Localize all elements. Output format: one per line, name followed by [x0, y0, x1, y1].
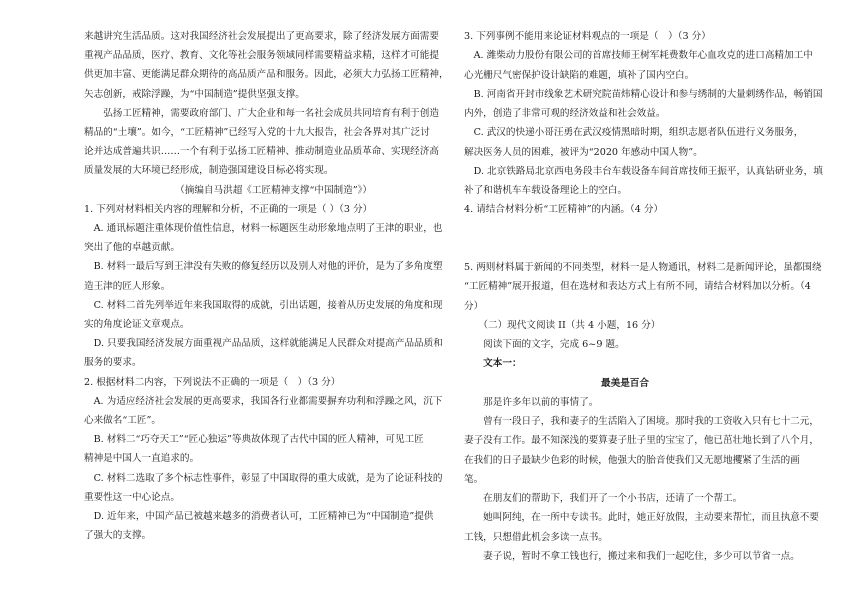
- text-line: 笔。: [464, 473, 484, 485]
- text-line: 来越讲究生活品质。这对我国经济社会发展提出了更高要求，除了经济发展方面需要: [84, 31, 439, 42]
- text-line: 解决医务人员的困难，被评为“2020 年感动中国人物”。: [464, 146, 703, 158]
- text-line: （摘编自马洪超《工匠精神支撑“中国制造”》）: [84, 184, 373, 196]
- text-line: 精神是中国人一直追求的。: [84, 453, 200, 465]
- text-line: 最美是百合: [601, 377, 649, 389]
- text-line: 内外，创造了非常可观的经济效益和社会效益。: [464, 108, 666, 119]
- text-line: A. 通讯标题注重体现价值性信息，材料一标题医生动形象地点明了王津的职业，也: [84, 223, 443, 234]
- text-line: 妻子说，暂时不拿工钱也行，搬过来和我们一起吃住，多少可以节省一点。: [464, 550, 800, 562]
- text-line: 实的角度论证文章观点。: [84, 319, 190, 330]
- text-line: 4. 请结合材料分析“工匠精神”的内涵。（4 分）: [464, 204, 664, 216]
- text-line: “工匠精神”展开报道，但在选材和表达方式上有所不同，请结合材料加以分析。（4: [464, 281, 811, 293]
- text-line: 工钱，只想借此机会多读一点书。: [464, 531, 608, 543]
- text-line: 在我们的日子最缺少色彩的时候，他强大的胎音使我们又无愿地攫紧了生活的画: [464, 454, 800, 466]
- text-line: 造王津的匠人形象。: [84, 280, 171, 292]
- text-line: 5. 两则材料属于新闻的不同类型，材料一是人物通讯，材料二是新闻评论，虽都围绕: [464, 262, 822, 273]
- text-line: 供更加丰富、更能满足群众期待的高品质产品和服务。因此，必须大力弘扬工匠精神，: [84, 69, 449, 81]
- text-line: 论并达成普遍共识……一个有利于弘扬工匠精神、推动制造业品质革命、实现经济高: [84, 146, 439, 158]
- text-line: C. 武汉的快递小哥汪勇在武汉疫情黑暗时期，组织志愿者队伍进行义务服务，: [464, 127, 804, 139]
- text-line: 那是许多年以前的事情了。: [464, 396, 599, 408]
- text-line: 1. 下列对材料相关内容的理解和分析，不正确的一项是（ ）（3 分）: [84, 203, 373, 215]
- text-line: 突出了他的卓越贡献。: [84, 242, 180, 254]
- text-line: 服务的要求。: [84, 357, 142, 369]
- text-line: 文本一：: [464, 358, 522, 370]
- text-line: B. 材料一最后写到王津没有失败的修复经历以及别人对他的评价，是为了多角度塑: [84, 261, 443, 273]
- text-line: 重视产品品质，医疗、教育、文化等社会服务领域同样需要精益求精，这样才可能提: [84, 50, 439, 62]
- text-line: 在朋友们的帮助下，我们开了一个小书店，还请了一个帮工。: [464, 493, 743, 504]
- text-line: 重要性这一中心论点。: [84, 491, 180, 503]
- text-line: 补了和谐机车车载设备理论上的空白。: [464, 185, 628, 196]
- text-line: A. 潍柴动力股份有限公司的首席技师王树军耗费数年心血攻克的进口高精加工中: [464, 50, 813, 62]
- text-line: 阅读下面的文字，完成 6~9 题。: [464, 339, 625, 350]
- text-line: C. 材料二选取了多个标志性事件，彰显了中国取得的重大成就，是为了论证科技的: [84, 472, 443, 484]
- text-line: 心光栅尺气密保护设计缺陷的难题，填补了国内空白。: [464, 69, 695, 81]
- text-line: D. 近年来，中国产品已被越来越多的消费者认可，工匠精神已为“中国制造”提供: [84, 511, 434, 522]
- text-line: （二）现代文阅读 II（共 4 小题，16 分）: [464, 319, 661, 331]
- text-line: 心来做名“工匠”。: [84, 415, 161, 426]
- text-line: C. 材料二首先列举近年来我国取得的成就，引出话题，接着从历史发展的角度和现: [84, 299, 443, 311]
- text-line: 妻子没有工作。最不知深浅的要算妻子肚子里的宝宝了，他已茁壮地长到了八个月，: [464, 435, 819, 447]
- text-line: 分）: [464, 300, 484, 312]
- text-line: 弘扬工匠精神，需要政府部门、广大企业和每一名社会成员共同培育有利于创造: [84, 107, 439, 119]
- text-line: A. 为适应经济社会发展的更高要求，我国各行业都需要摒弃功利和浮躁之风，沉下: [84, 395, 443, 407]
- text-line: D. 北京铁路局北京西电务段丰台车载设备车间首席技师王振平，认真钻研业务，填: [464, 165, 823, 177]
- text-line: 矢志创新，戒除浮躁，为“中国制造”提供坚强支撑。: [84, 88, 305, 100]
- text-line: 质量发展的大环境已经形成，制造强国建设目标必将实现。: [84, 165, 334, 177]
- text-line: D. 只要我国经济发展方面重视产品品质，这样就能满足人民群众对提高产品品质和: [84, 338, 443, 350]
- text-line: 曾有一段日子，我和妻子的生活陷入了困境。那时我的工资收入只有七十二元，: [464, 416, 819, 427]
- text-line: B. 材料二“巧夺天工”“匠心独运”等典故体现了古代中国的匠人精神，可见工匠: [84, 434, 424, 446]
- text-line: 她叫阿纯，在一所中专读书。此时，她正好放假，主动要来帮忙，而且执意不要: [464, 512, 819, 524]
- text-line: 3. 下列事例不能用来论证材料观点的一项是（ ）（3 分）: [464, 31, 711, 42]
- text-line: 精品的“土壤”。如今，“工匠精神”已经写入党的十九大报告，社会各界对其广泛讨: [84, 127, 430, 138]
- text-line: 2. 根据材料二内容，下列说法不正确的一项是（ ）（3 分）: [84, 376, 341, 388]
- text-line: B. 河南省开封市线象艺术研究院苗炜精心设计和参与绣制的大量刺绣作品，畅销国: [464, 88, 823, 100]
- text-line: 了强大的支撑。: [84, 530, 152, 542]
